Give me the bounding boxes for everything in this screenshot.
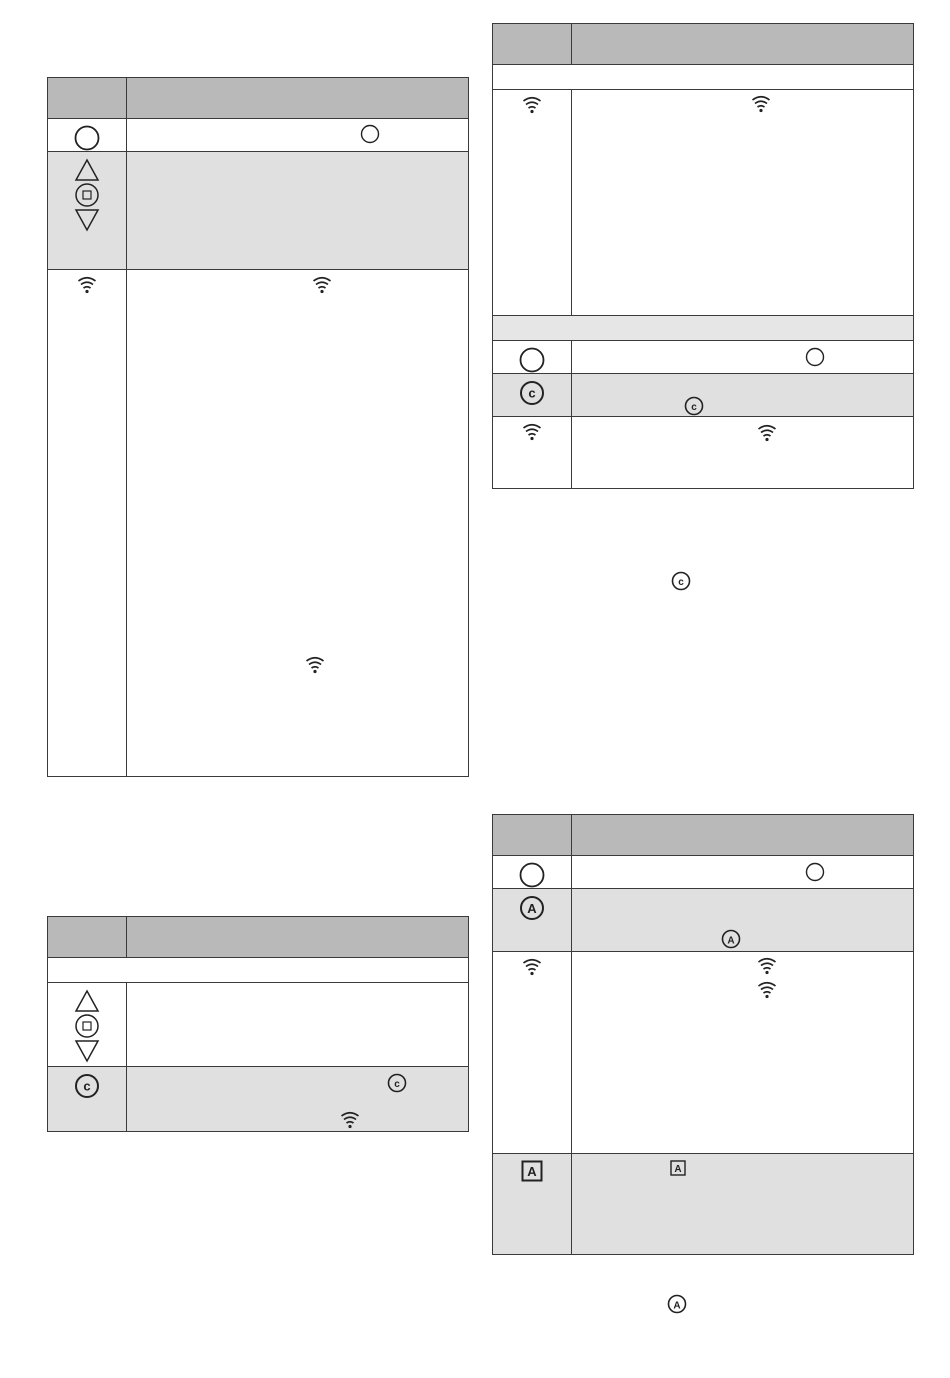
- c-button-icon: [387, 1073, 407, 1098]
- symbol-cell: [493, 856, 572, 889]
- radio-signal-icon: [522, 423, 542, 441]
- table-1: [47, 77, 469, 777]
- section-cell: [493, 316, 914, 341]
- a-button-icon: [519, 895, 545, 921]
- table-row: [48, 119, 469, 152]
- a-square-icon: [521, 1160, 543, 1182]
- symbol-cell: [48, 270, 127, 777]
- radio-signal-icon: [522, 96, 542, 114]
- svg-text:A: A: [527, 901, 537, 916]
- radio-signal-icon: [751, 95, 771, 118]
- svg-text:A: A: [727, 935, 735, 947]
- description-cell: [572, 341, 914, 374]
- table-row: [48, 983, 469, 1067]
- radio-signal-icon: [340, 1111, 360, 1134]
- a-square-icon: [670, 1160, 686, 1181]
- header-cell: [48, 917, 127, 958]
- table-row: [48, 152, 469, 270]
- table-row: [493, 90, 914, 316]
- symbol-cell: [48, 1067, 127, 1132]
- svg-text:c: c: [678, 577, 684, 588]
- radio-signal-icon: [757, 424, 777, 447]
- table-section-row: [48, 958, 469, 983]
- symbol-cell: [48, 119, 127, 152]
- svg-text:c: c: [394, 1079, 400, 1090]
- up-arrow-icon: [74, 989, 100, 1013]
- up-arrow-icon: [74, 158, 100, 182]
- down-arrow-icon: [74, 208, 100, 232]
- description-cell: [127, 1067, 469, 1132]
- table-row: [493, 889, 914, 952]
- svg-text:A: A: [674, 1164, 682, 1175]
- stop-button-icon: [74, 182, 100, 208]
- symbol-cell: [493, 90, 572, 316]
- table-section-row: [493, 316, 914, 341]
- svg-text:A: A: [527, 1164, 537, 1179]
- symbol-cell: [493, 889, 572, 952]
- down-arrow-icon: [74, 1039, 100, 1063]
- circle-icon: [519, 347, 545, 373]
- table-section-row: [493, 65, 914, 90]
- table-row: [48, 270, 469, 777]
- svg-text:c: c: [528, 385, 536, 401]
- table-row: [493, 341, 914, 374]
- symbol-cell: [493, 417, 572, 489]
- description-cell: [572, 1154, 914, 1255]
- section-cell: [493, 65, 914, 90]
- section-cell: [48, 958, 469, 983]
- a-button-icon: [667, 1294, 687, 1319]
- circle-icon: [519, 862, 545, 888]
- description-cell: [572, 889, 914, 952]
- symbol-cell: [493, 374, 572, 417]
- radio-signal-icon: [77, 276, 97, 294]
- circle-icon: [805, 862, 825, 887]
- symbol-cell: [48, 152, 127, 270]
- header-cell: [572, 24, 914, 65]
- description-cell: [127, 152, 469, 270]
- radio-signal-icon: [757, 957, 777, 980]
- circle-icon: [74, 125, 100, 151]
- table-row: [493, 856, 914, 889]
- symbol-cell: [493, 1154, 572, 1255]
- symbol-cell: [48, 983, 127, 1067]
- description-cell: [572, 856, 914, 889]
- symbol-cell: [493, 341, 572, 374]
- table-2: [47, 916, 469, 1132]
- header-cell: [493, 24, 572, 65]
- table-header-row: [48, 917, 469, 958]
- circle-icon: [805, 347, 825, 372]
- c-button-icon: [519, 380, 545, 406]
- header-cell: [127, 917, 469, 958]
- radio-signal-icon: [312, 276, 332, 299]
- description-cell: [572, 374, 914, 417]
- svg-text:A: A: [673, 1300, 681, 1312]
- c-button-icon: [684, 396, 704, 421]
- radio-signal-icon: [305, 656, 325, 679]
- c-button-icon: [74, 1073, 100, 1099]
- description-cell: [127, 270, 469, 777]
- radio-signal-icon: [522, 958, 542, 976]
- table-header-row: [48, 78, 469, 119]
- table-4: [492, 814, 914, 1255]
- table-row: [493, 1154, 914, 1255]
- symbol-cell: [493, 952, 572, 1154]
- a-button-icon: [721, 929, 741, 954]
- stop-button-icon: [74, 1013, 100, 1039]
- radio-signal-icon: [757, 981, 777, 1004]
- svg-text:c: c: [83, 1078, 91, 1094]
- circle-icon: [360, 124, 380, 149]
- table-header-row: [493, 24, 914, 65]
- table-row: [493, 952, 914, 1154]
- header-cell: [493, 815, 572, 856]
- c-button-icon: [671, 571, 691, 596]
- table-row: [493, 417, 914, 489]
- description-cell: [572, 417, 914, 489]
- table-header-row: [493, 815, 914, 856]
- svg-text:c: c: [691, 402, 697, 413]
- header-cell: [572, 815, 914, 856]
- header-cell: [127, 78, 469, 119]
- header-cell: [48, 78, 127, 119]
- description-cell: [572, 90, 914, 316]
- description-cell: [127, 119, 469, 152]
- description-cell: [127, 983, 469, 1067]
- description-cell: [572, 952, 914, 1154]
